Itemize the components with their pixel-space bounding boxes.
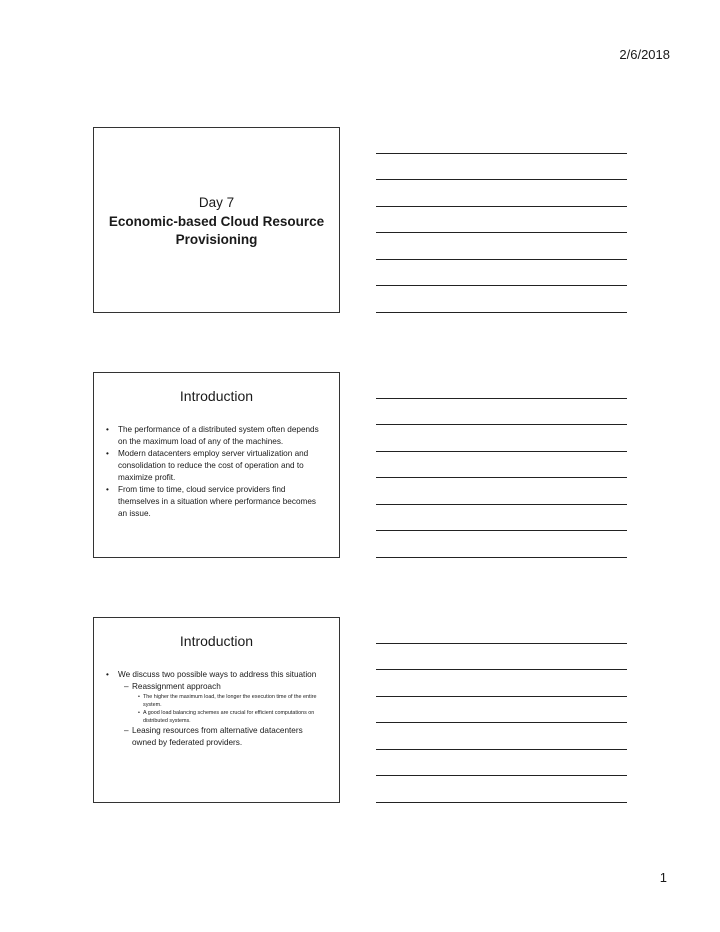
page-date: 2/6/2018 <box>619 47 670 62</box>
note-line <box>376 179 627 180</box>
bullet-item: • Modern datacenters employ server virtualization and consolidation to reduce the cost of operation and to maximize profit. <box>106 448 321 484</box>
note-line <box>376 398 627 399</box>
bullet-list <box>106 424 321 520</box>
slide-thumbnail <box>93 127 340 313</box>
sub-sub-item: • The higher the maximum load, the longer the execution time of the entire system. <box>132 693 321 709</box>
note-line <box>376 451 627 452</box>
bullet-list <box>106 669 321 749</box>
sub-list <box>118 681 321 749</box>
slide-title: Introduction <box>179 633 254 649</box>
slide-title: Introduction <box>179 388 254 404</box>
note-line <box>376 153 627 154</box>
sub-item <box>118 725 321 749</box>
bullet-text: We discuss two possible ways to address this situation <box>118 670 317 679</box>
slide-thumbnail <box>93 617 340 803</box>
note-line <box>376 696 627 697</box>
note-line <box>376 530 627 531</box>
note-line <box>376 312 627 313</box>
slide-title-line: Provisioning <box>175 232 258 247</box>
slide-title-line: Economic-based Cloud Resource <box>108 214 325 229</box>
slide-thumbnail <box>93 372 340 558</box>
note-line <box>376 504 627 505</box>
note-line <box>376 749 627 750</box>
bullet-item <box>106 669 321 749</box>
note-line <box>376 206 627 207</box>
note-line <box>376 557 627 558</box>
note-line <box>376 285 627 286</box>
note-line <box>376 775 627 776</box>
note-line <box>376 424 627 425</box>
sub-sub-list <box>132 693 321 725</box>
sub-item-text: Leasing resources from alternative datacenters owned by federated providers. <box>132 726 303 747</box>
note-line <box>376 643 627 644</box>
note-line <box>376 669 627 670</box>
note-line <box>376 802 627 803</box>
note-line <box>376 232 627 233</box>
note-line <box>376 722 627 723</box>
sub-item-text: Reassignment approach <box>132 682 221 691</box>
sub-item <box>118 681 321 725</box>
bullet-item: • From time to time, cloud service providers find themselves in a situation where performance becomes an issue. <box>106 484 321 520</box>
note-line <box>376 259 627 260</box>
note-line <box>376 477 627 478</box>
page-number: 1 <box>659 870 667 885</box>
slide-day-label: Day 7 <box>198 195 235 210</box>
sub-sub-item: • A good load balancing schemes are crucial for efficient computations on distributed systems. <box>132 709 321 725</box>
bullet-item: • The performance of a distributed system often depends on the maximum load of any of the machines. <box>106 424 321 448</box>
